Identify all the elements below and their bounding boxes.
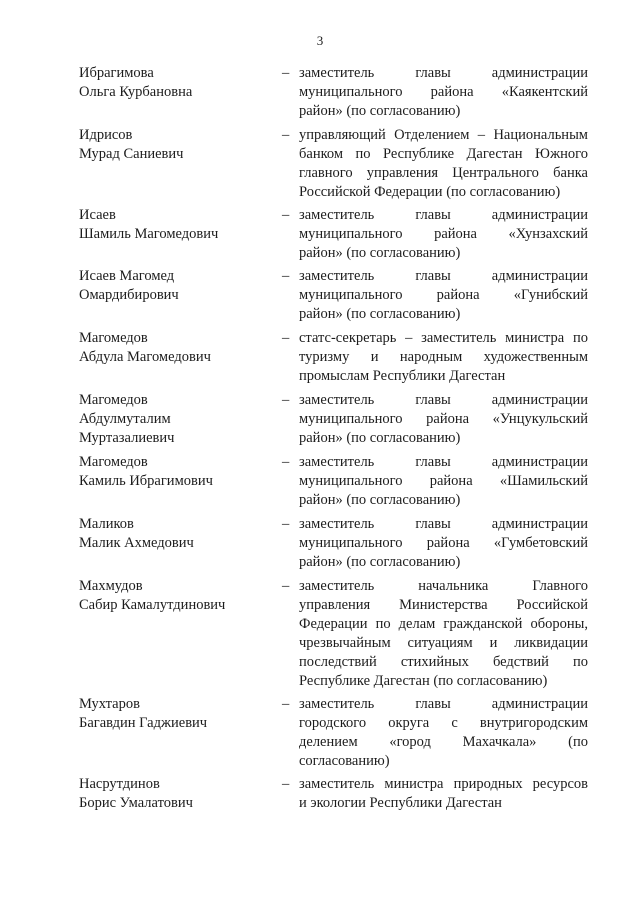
- name-line: Маликов: [79, 516, 134, 532]
- desc-line: и экологии Республики Дагестан: [299, 795, 502, 811]
- dash-separator: –: [282, 330, 290, 346]
- desc-line: район» (по согласованию): [299, 245, 461, 261]
- dash-separator: –: [282, 696, 290, 712]
- dash-separator: –: [282, 578, 290, 594]
- desc-line: статс-секретарь – заместитель министра по: [299, 330, 588, 346]
- position-description: [299, 267, 588, 324]
- name-line: Абдулмуталим: [79, 411, 171, 427]
- desc-line: заместитель начальника Главного: [299, 578, 588, 594]
- dash-separator: –: [282, 127, 290, 143]
- dash-separator: –: [282, 454, 290, 470]
- desc-line: заместитель главы администрации: [299, 392, 588, 408]
- desc-line: муниципального района «Гунибский: [299, 287, 588, 303]
- desc-line: муниципального района «Унцукульский: [299, 411, 588, 427]
- desc-line: заместитель главы администрации: [299, 268, 588, 284]
- name-line: Мурад Саниевич: [79, 146, 184, 162]
- desc-line: управления Министерства Российской: [299, 597, 588, 613]
- name-line: Магомедов: [79, 454, 148, 470]
- desc-line: последствий стихийных бедствий по: [299, 654, 588, 670]
- desc-line: район» (по согласованию): [299, 103, 461, 119]
- desc-line: муниципального района «Шамильский: [299, 473, 588, 489]
- desc-line: чрезвычайным ситуациям и ликвидации: [299, 635, 588, 651]
- person-name: [79, 453, 269, 491]
- name-line: Ибрагимова: [79, 65, 154, 81]
- person-name: [79, 329, 269, 367]
- person-name: [79, 126, 269, 164]
- name-line: Магомедов: [79, 330, 148, 346]
- name-line: Насрутдинов: [79, 776, 160, 792]
- person-name: [79, 577, 269, 615]
- name-line: Исаев: [79, 207, 116, 223]
- name-line: Абдула Магомедович: [79, 349, 211, 365]
- dash-separator: –: [282, 392, 290, 408]
- desc-line: Федерации по делам гражданской обороны,: [299, 616, 588, 632]
- person-name: [79, 775, 269, 813]
- name-line: Исаев Магомед: [79, 268, 175, 284]
- desc-line: район» (по согласованию): [299, 492, 461, 508]
- person-name: [79, 206, 269, 244]
- position-description: [299, 64, 588, 121]
- position-description: [299, 775, 588, 813]
- desc-line: заместитель главы администрации: [299, 516, 588, 532]
- person-name: [79, 391, 269, 448]
- desc-line: городского округа с внутригородским: [299, 715, 588, 731]
- desc-line: заместитель главы администрации: [299, 207, 588, 223]
- name-line: Идрисов: [79, 127, 133, 143]
- name-line: Омардибирович: [79, 287, 179, 303]
- desc-line: заместитель министра природных ресурсов: [299, 776, 588, 792]
- position-description: [299, 126, 588, 202]
- desc-line: муниципального района «Каякентский: [299, 84, 588, 100]
- name-line: Борис Умалатович: [79, 795, 193, 811]
- name-line: Мухтаров: [79, 696, 140, 712]
- position-description: [299, 329, 588, 386]
- desc-line: район» (по согласованию): [299, 554, 461, 570]
- desc-line: заместитель главы администрации: [299, 696, 588, 712]
- name-line: Багавдин Гаджиевич: [79, 715, 208, 731]
- name-line: Камиль Ибрагимович: [79, 473, 213, 489]
- position-description: [299, 515, 588, 572]
- name-line: Махмудов: [79, 578, 143, 594]
- desc-line: промыслам Республики Дагестан: [299, 368, 506, 384]
- desc-line: район» (по согласованию): [299, 430, 461, 446]
- name-line: Муртазалиевич: [79, 430, 175, 446]
- position-description: [299, 577, 588, 691]
- desc-line: муниципального района «Хунзахский: [299, 226, 588, 242]
- desc-line: согласованию): [299, 753, 390, 769]
- person-name: [79, 515, 269, 553]
- position-description: [299, 695, 588, 771]
- desc-line: делением «город Махачкала» (по: [299, 734, 588, 750]
- name-line: Магомедов: [79, 392, 148, 408]
- desc-line: Республике Дагестан (по согласованию): [299, 673, 548, 689]
- dash-separator: –: [282, 516, 290, 532]
- dash-separator: –: [282, 268, 290, 284]
- position-description: [299, 206, 588, 263]
- desc-line: Российской Федерации (по согласованию): [299, 184, 561, 200]
- desc-line: заместитель главы администрации: [299, 454, 588, 470]
- person-name: [79, 695, 269, 733]
- person-name: [79, 267, 269, 305]
- page-number: 3: [316, 33, 324, 48]
- name-line: Сабир Камалутдинович: [79, 597, 226, 613]
- name-line: Шамиль Магомедович: [79, 226, 219, 242]
- person-name: [79, 64, 269, 102]
- position-description: [299, 453, 588, 510]
- dash-separator: –: [282, 207, 290, 223]
- name-line: Ольга Курбановна: [79, 84, 193, 100]
- name-line: Малик Ахмедович: [79, 535, 194, 551]
- desc-line: район» (по согласованию): [299, 306, 461, 322]
- dash-separator: –: [282, 65, 290, 81]
- desc-line: управляющий Отделением – Национальным: [299, 127, 588, 143]
- desc-line: главного управления Центрального банка: [299, 165, 588, 181]
- desc-line: туризму и народным художественным: [299, 349, 588, 365]
- position-description: [299, 391, 588, 448]
- desc-line: заместитель главы администрации: [299, 65, 588, 81]
- desc-line: муниципального района «Гумбетовский: [299, 535, 588, 551]
- desc-line: банком по Республике Дагестан Южного: [299, 146, 588, 162]
- dash-separator: –: [282, 776, 290, 792]
